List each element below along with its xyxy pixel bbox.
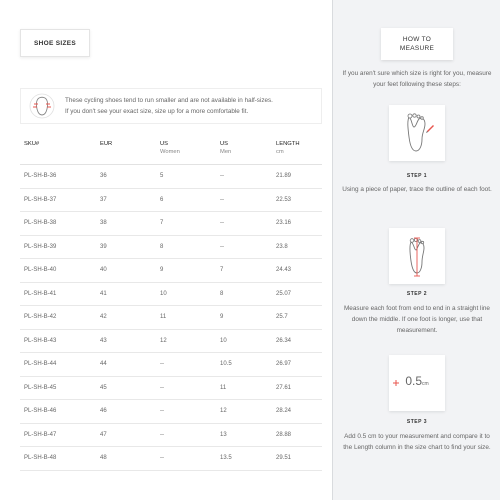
table-row (20, 188, 322, 212)
cell-eur: 45 (100, 376, 160, 400)
header-us-women: US Women (160, 140, 220, 165)
cell-eur: 37 (100, 188, 160, 212)
cell-length: 21.89 (276, 165, 322, 189)
cell-us-women: 8 (160, 235, 220, 259)
cell-length: 27.61 (276, 376, 322, 400)
cell-length: 28.88 (276, 423, 322, 447)
foot-outline-icon (389, 105, 445, 161)
cell-us-men: -- (220, 188, 276, 212)
cell-us-women: 5 (160, 165, 220, 189)
cell-sku: PL-SH-B-39 (20, 235, 100, 259)
added-length-value: 0.5cm (405, 374, 429, 388)
page-title: SHOE SIZES (20, 29, 90, 57)
header-sku: SKU# (20, 140, 100, 165)
cell-length: 23.16 (276, 212, 322, 236)
cell-us-men: -- (220, 165, 276, 189)
cell-eur: 48 (100, 447, 160, 471)
table-row (20, 376, 322, 400)
table-row (20, 282, 322, 306)
cell-us-men: 11 (220, 376, 276, 400)
step1-label: STEP 1 (406, 173, 428, 179)
note-line-2: If you don't see your exact size, size up for a more comfortable fit. (65, 108, 249, 115)
cell-us-men: 8 (220, 282, 276, 306)
cell-length: 22.53 (276, 188, 322, 212)
cell-sku: PL-SH-B-46 (20, 400, 100, 424)
cell-length: 26.34 (276, 329, 322, 353)
table-row (20, 165, 322, 189)
cell-sku: PL-SH-B-36 (20, 165, 100, 189)
measure-title: HOW TO MEASURE (381, 28, 453, 60)
step2-label: STEP 2 (406, 291, 428, 297)
cell-eur: 47 (100, 423, 160, 447)
cell-length: 29.51 (276, 447, 322, 471)
cell-us-women: 9 (160, 259, 220, 283)
cell-sku: PL-SH-B-41 (20, 282, 100, 306)
step1-text: Using a piece of paper, trace the outline of each foot. (342, 186, 492, 193)
header-length: LENGTH cm (276, 140, 322, 165)
cell-us-men: 13.5 (220, 447, 276, 471)
header-us-men: US Men (220, 140, 276, 165)
cell-sku: PL-SH-B-42 (20, 306, 100, 330)
cell-eur: 38 (100, 212, 160, 236)
table-row (20, 400, 322, 424)
cell-length: 28.24 (276, 400, 322, 424)
cell-sku: PL-SH-B-43 (20, 329, 100, 353)
cell-length: 24.43 (276, 259, 322, 283)
cell-us-men: 10 (220, 329, 276, 353)
step3-text: Add 0.5 cm to your measurement and compare it to the Length column in the size chart to find your size. (343, 433, 491, 451)
cell-us-men: 7 (220, 259, 276, 283)
cell-length: 26.97 (276, 353, 322, 377)
cell-eur: 39 (100, 235, 160, 259)
header-eur: EUR (100, 140, 160, 165)
cell-sku: PL-SH-B-38 (20, 212, 100, 236)
table-row (20, 423, 322, 447)
table-row (20, 306, 322, 330)
cell-eur: 43 (100, 329, 160, 353)
cell-eur: 46 (100, 400, 160, 424)
foot-measure-icon (389, 228, 445, 284)
cell-us-men: 13 (220, 423, 276, 447)
table-row (20, 329, 322, 353)
measure-intro: If you aren't sure which size is right for you, measure your feet following these steps: (342, 70, 492, 88)
cell-eur: 41 (100, 282, 160, 306)
cell-sku: PL-SH-B-44 (20, 353, 100, 377)
cell-sku: PL-SH-B-40 (20, 259, 100, 283)
shoe-icon (29, 93, 55, 119)
table-row (20, 353, 322, 377)
step2-image (389, 228, 445, 284)
cell-eur: 44 (100, 353, 160, 377)
table-row (20, 235, 322, 259)
cell-us-men: -- (220, 212, 276, 236)
cell-us-women: 12 (160, 329, 220, 353)
cell-us-men: 9 (220, 306, 276, 330)
table-row (20, 212, 322, 236)
cell-us-women: -- (160, 353, 220, 377)
step2-text: Measure each foot from end to end in a straight line down the middle. If one foot is longer, use that measurement. (343, 305, 490, 334)
step3-image (389, 355, 445, 411)
cell-us-women: 6 (160, 188, 220, 212)
cell-length: 25.07 (276, 282, 322, 306)
how-to-measure-panel (332, 0, 500, 500)
cell-length: 23.8 (276, 235, 322, 259)
cell-sku: PL-SH-B-47 (20, 423, 100, 447)
cell-us-women: 11 (160, 306, 220, 330)
cell-eur: 42 (100, 306, 160, 330)
step3-label: STEP 3 (406, 419, 428, 425)
cell-us-men: 12 (220, 400, 276, 424)
cell-us-women: 10 (160, 282, 220, 306)
cell-us-men: 10.5 (220, 353, 276, 377)
table-header-row (20, 140, 322, 165)
cell-sku: PL-SH-B-48 (20, 447, 100, 471)
cell-eur: 40 (100, 259, 160, 283)
size-table (20, 140, 322, 471)
table-row (20, 259, 322, 283)
cell-us-women: -- (160, 376, 220, 400)
cell-us-men: -- (220, 235, 276, 259)
cell-us-women: 7 (160, 212, 220, 236)
table-row (20, 447, 322, 471)
cell-us-women: -- (160, 423, 220, 447)
note-line-1: These cycling shoes tend to run smaller and are not available in half-sizes. (65, 97, 273, 104)
cell-sku: PL-SH-B-45 (20, 376, 100, 400)
cell-sku: PL-SH-B-37 (20, 188, 100, 212)
cell-length: 25.7 (276, 306, 322, 330)
cell-us-women: -- (160, 447, 220, 471)
fit-note (20, 88, 322, 124)
cell-eur: 36 (100, 165, 160, 189)
step1-image (389, 105, 445, 161)
cell-us-women: -- (160, 400, 220, 424)
